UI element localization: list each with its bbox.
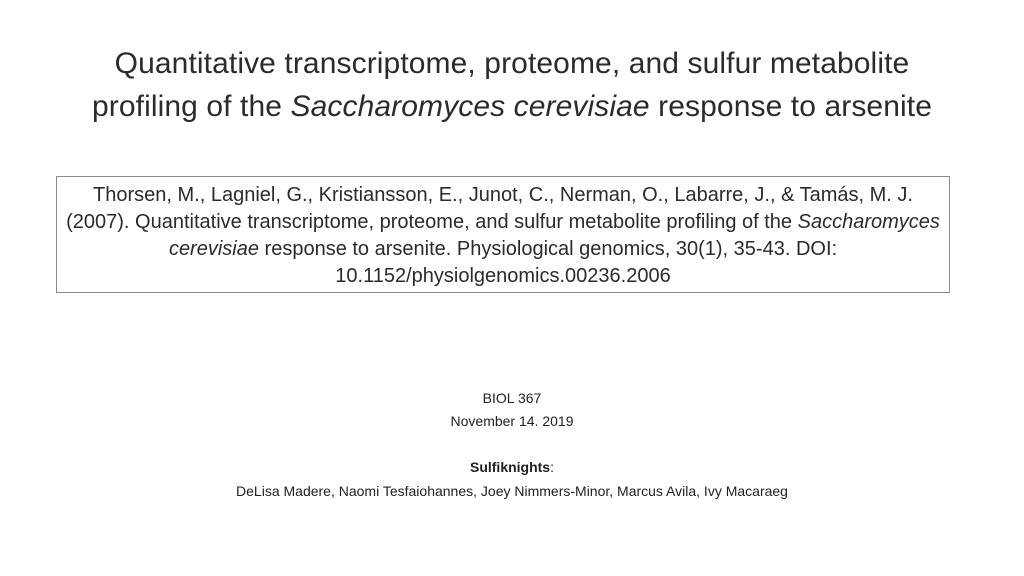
team-members: DeLisa Madere, Naomi Tesfaiohannes, Joey Nimmers-Minor, Marcus Avila, Ivy Macaraeg	[236, 483, 788, 499]
team-separator: :	[550, 459, 554, 475]
presentation-date: November 14. 2019	[450, 413, 574, 429]
citation-text-part-2: response to arsenite. Physiological genomics, 30(1), 35-43. DOI: 10.1152/physiolgenomics.00236.2006	[258, 238, 838, 287]
title-species-name: Saccharomyces cerevisiae	[290, 90, 650, 123]
course-code: BIOL 367	[482, 390, 542, 406]
team-heading	[0, 456, 1024, 479]
title-line-2-suffix: response to arsenite	[649, 90, 932, 123]
citation-species-name: Saccharomyces cerevisiae	[168, 211, 940, 260]
title-line-2-prefix: profiling of the	[92, 90, 291, 123]
citation-box	[56, 176, 950, 293]
title-line-1: Quantitative transcriptome, proteome, and sulfur metabolite	[114, 47, 910, 80]
citation-text-part-1: Thorsen, M., Lagniel, G., Kristiansson, E., Junot, C., Nerman, O., Labarre, J., & Tamás, M. J. (2007). Quantitative transcriptome, proteome, and sulfur metabolite profiling of the	[66, 184, 913, 233]
team-name: Sulfiknights	[469, 459, 551, 475]
slide-title	[40, 42, 984, 128]
